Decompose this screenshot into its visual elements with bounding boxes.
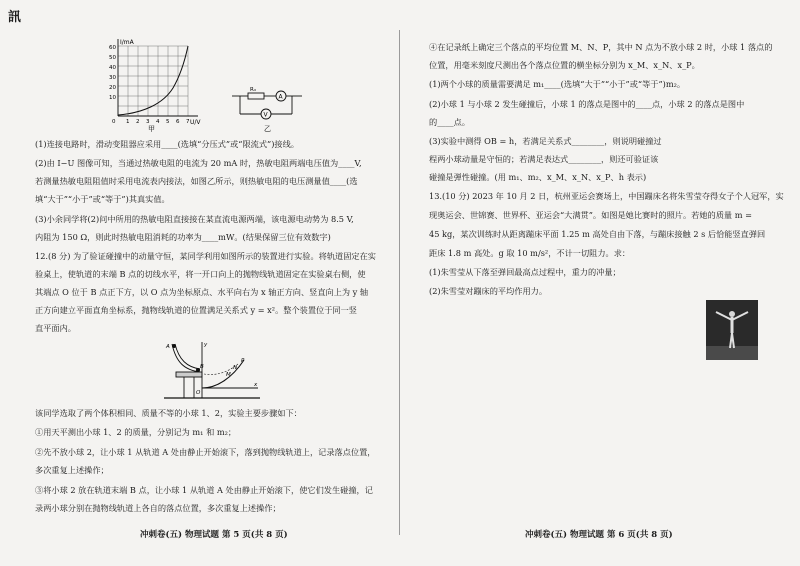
q12-sub3-line2: 程两小球动量是守恒的；若满足表达式________，则还可验证该	[429, 154, 659, 164]
q12-line1: 12.(8 分) 为了验证碰撞中的动量守恒，某同学利用如图所示的装置进行实验。将轨道固定在实	[35, 251, 376, 261]
q13-line3: 45 kg，某次训练时从距离蹦床平面 1.25 m 高处自由下落，与蹦床接触 2 s 后恰能竖直弹回	[429, 229, 766, 239]
svg-text:60: 60	[109, 45, 116, 51]
q11-part2-line1: (2)由 I−U 图像可知，当通过热敏电阻的电流为 20 mA 时，热敏电阻两端电压值为____V,	[35, 158, 362, 168]
ammeter-symbol: A	[278, 93, 283, 101]
q13-sub1: (1)朱雪莹从下落至弹回最高点过程中，重力的冲量；	[429, 267, 621, 277]
q12-sub3-line3: 碰撞是弹性碰撞。(用 m₁、m₂、x_M、x_N、x_P、h 表示)	[429, 172, 647, 182]
voltmeter-symbol: V	[263, 111, 268, 119]
q12-sub2-line1: (2)小球 1 与小球 2 发生碰撞后，小球 1 的落点是图中的____点，小球 2 的落点是图中	[429, 99, 745, 109]
svg-text:3: 3	[146, 119, 150, 125]
q13-line1: 13.(10 分) 2023 年 10 月 2 日，杭州亚运会赛场上，中国蹦床名将朱雪莹夺得女子个人冠军，实	[429, 191, 784, 201]
svg-text:40: 40	[109, 65, 116, 71]
svg-text:5: 5	[166, 119, 170, 125]
svg-text:6: 6	[176, 119, 180, 125]
athlete-photo	[706, 300, 758, 360]
q12-line2: 验桌上，使轨道的末端 B 点的切线水平，将一开口向上的抛物线轨道固定在实验桌右侧，使	[35, 269, 366, 279]
q13-line4: 距床 1.8 m 高处。g 取 10 m/s²，不计一切阻力。求：	[429, 248, 631, 258]
svg-text:50: 50	[109, 55, 116, 61]
svg-text:4: 4	[156, 119, 160, 125]
svg-text:2: 2	[136, 119, 140, 125]
svg-text:P: P	[241, 358, 245, 364]
svg-text:0: 0	[112, 119, 116, 125]
step-1: ①用天平测出小球 1、2 的质量，分别记为 m₁ 和 m₂；	[35, 427, 237, 437]
iu-curve	[118, 46, 188, 115]
x-axis-label: U/V	[190, 119, 201, 126]
svg-text:N: N	[233, 365, 238, 371]
svg-text:1: 1	[126, 119, 130, 125]
svg-text:M: M	[226, 372, 231, 378]
svg-text:y: y	[204, 342, 208, 348]
q12-sub3-line1: (3)实验中测得 OB = h，若满足关系式________，则说明碰撞过	[429, 136, 662, 146]
resistor-label: Rₓ	[250, 87, 257, 93]
circuit-caption: 乙	[264, 125, 271, 133]
q12-line5: 直平面内。	[35, 323, 76, 333]
circuit-diagram	[228, 84, 308, 136]
step-3-line1: ③将小球 2 放在轨道末端 B 点，让小球 1 从轨道 A 处由静止开始滚下，使它们发生碰撞，记	[35, 485, 373, 495]
q13-sub2: (2)朱雪莹对蹦床的平均作用力。	[429, 286, 548, 296]
svg-text:O: O	[196, 390, 201, 396]
svg-text:A: A	[166, 344, 170, 350]
q11-part1: (1)连接电路时，滑动变阻器应采用____(选填“分压式”或“限流式”)接线。	[35, 139, 299, 149]
step-4-line1: ④在记录纸上确定三个落点的平均位置 M、N、P，其中 N 点为不放小球 2 时，小球 1 落点的	[429, 42, 773, 52]
q11-part3-line1: (3)小余同学将(2)问中所用的热敏电阻直接接在某直流电源两端，该电源电动势为 8.5 V,	[35, 214, 354, 224]
q12-line3: 其端点 O 位于 B 点正下方，以 O 点为坐标原点、水平向右为 x 轴正方向、竖直向上为 y 轴	[35, 287, 369, 297]
y-axis-label: I/mA	[120, 39, 134, 46]
svg-text:B: B	[200, 364, 204, 370]
q12-sub1: (1)两个小球的质量需要满足 m₁____(选填“大于”“小于”或“等于”)m₂。	[429, 79, 686, 89]
q11-part2-line3: 填“大于”“小于”或“等于”)其真实值。	[35, 194, 170, 204]
svg-text:x: x	[254, 382, 258, 388]
svg-text:7: 7	[186, 119, 190, 125]
svg-text:10: 10	[109, 95, 116, 101]
page-6	[400, 0, 800, 566]
corner-mark: 訊	[8, 10, 22, 25]
svg-text:20: 20	[109, 85, 116, 91]
q13-line2: 现奥运会、世锦赛、世界杯、亚运会“大满贯”。如图是她比赛时的照片。若她的质量 m =	[429, 210, 752, 220]
page-6-footer: 冲刺卷(五) 物理试题 第 6 页(共 8 页)	[525, 530, 673, 540]
page-5-footer: 冲刺卷(五) 物理试题 第 5 页(共 8 页)	[140, 530, 288, 540]
graph-caption: 甲	[148, 125, 155, 132]
collision-apparatus-figure	[162, 338, 262, 406]
q12-sub2-line2: 的____点。	[429, 117, 470, 127]
iu-graph	[98, 36, 214, 132]
step-2-line2: 多次重复上述操作；	[35, 465, 109, 475]
step-3-line2: 录两小球分别在抛物线轨道上各自的落点位置，多次重复上述操作；	[35, 503, 281, 513]
svg-text:30: 30	[109, 75, 116, 81]
steps-intro: 该同学选取了两个体积相同、质量不等的小球 1、2，实验主要步骤如下：	[35, 408, 302, 418]
step-4-line2: 位置，用毫米刻度尺测出各个落点位置的横坐标分别为 x_M、x_N、x_P。	[429, 60, 700, 70]
q11-part3-line2: 内阻为 150 Ω，则此时热敏电阻消耗的功率为____mW。(结果保留三位有效数字)	[35, 232, 331, 242]
q12-line4: 正方向建立平面直角坐标系，抛物线轨道的位置满足关系式 y = x²。整个装置位于同一竖	[35, 305, 357, 315]
q11-part2-line2: 若测量热敏电阻阻值时采用电流表内接法，如图乙所示，则热敏电阻的电压测量值____(选	[35, 176, 358, 186]
step-2-line1: ②先不放小球 2，让小球 1 从轨道 A 处由静止开始滚下，落到抛物线轨道上，记录落点位置，	[35, 447, 376, 457]
